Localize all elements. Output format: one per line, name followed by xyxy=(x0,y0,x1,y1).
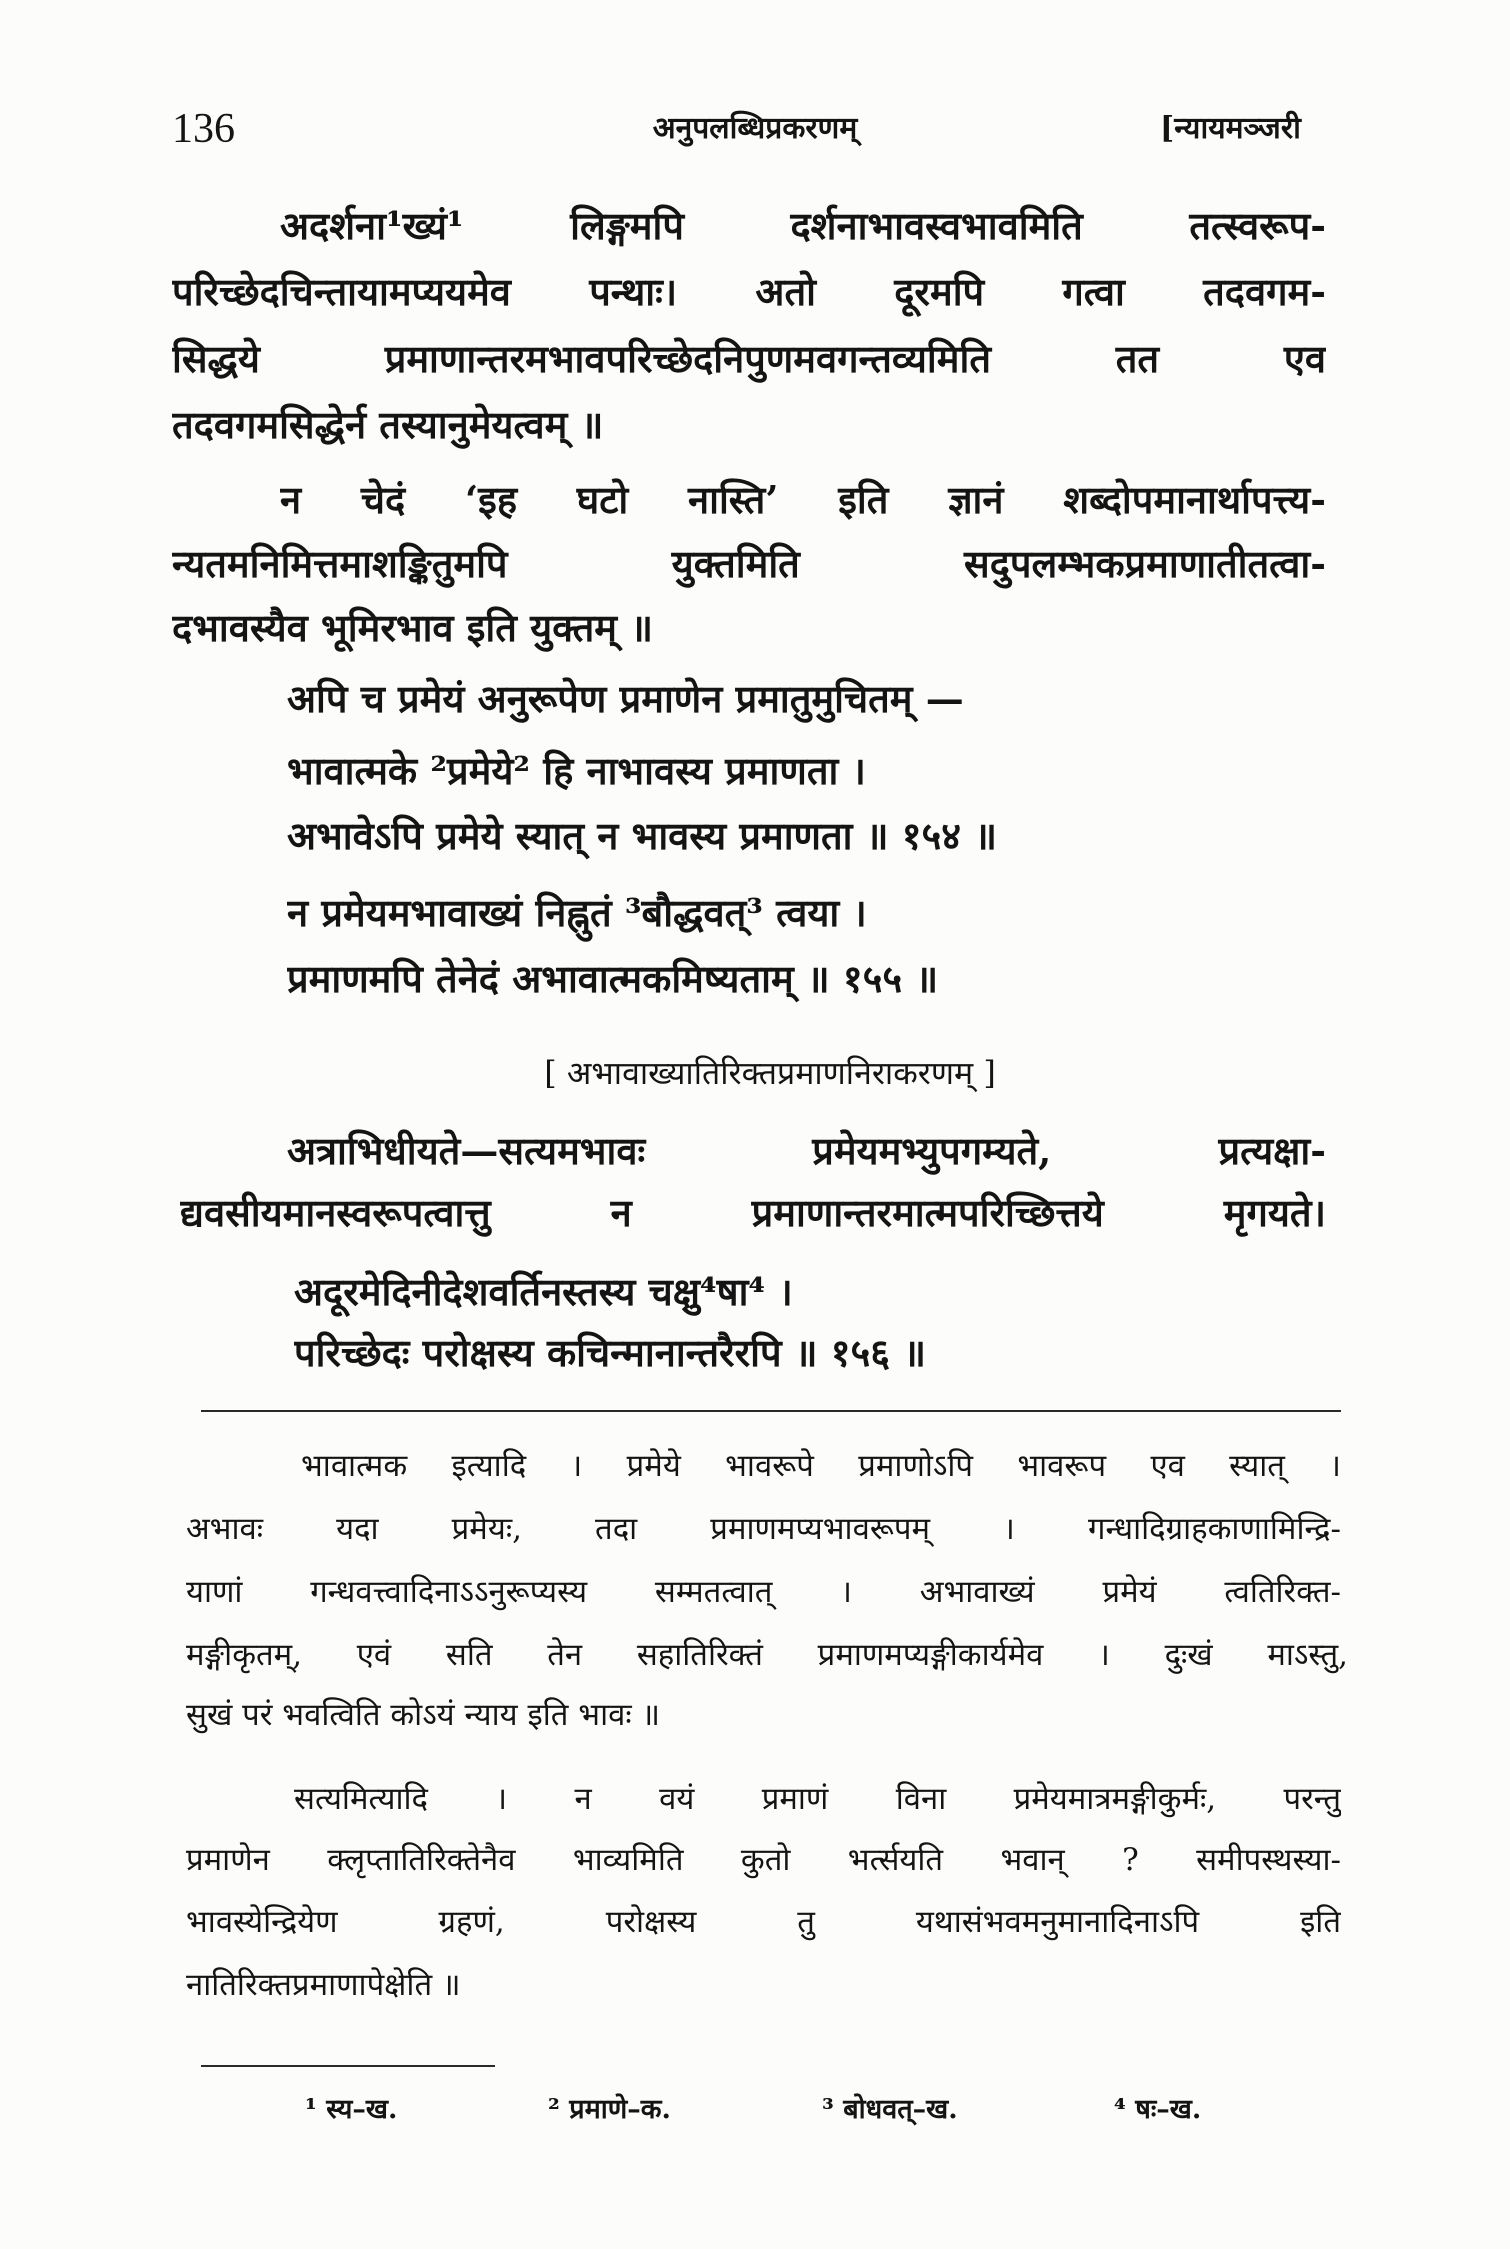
commentary-line: अभावः यदा प्रमेयः, तदा प्रमाणमप्यभावरूपम् । गन्धादिग्राहकाणामिन्द्रि- xyxy=(186,1511,1341,1547)
body-line: परिच्छेदचिन्तायामप्ययमेव पन्थाः। अतो दूरमपि गत्वा तदवगम- xyxy=(172,269,1326,314)
verse-line: परिच्छेदः परोक्षस्य कचिन्मानान्तरैरपि ॥ १५६ ॥ xyxy=(294,1330,927,1375)
verse-line: अदूरमेदिनीदेशवर्तिनस्तस्य चक्षु⁴षा⁴ । xyxy=(294,1269,793,1314)
footnote: ¹ स्य–ख. xyxy=(305,2094,398,2125)
commentary-line: भावात्मक इत्यादि । प्रमेये भावरूपे प्रमाणोऽपि भावरूप एव स्यात् । xyxy=(301,1448,1341,1484)
verse-line: अभावेऽपि प्रमेये स्यात् न भावस्य प्रमाणता ॥ १५४ ॥ xyxy=(287,813,997,858)
body-line: अपि च प्रमेयं अनुरूपेण प्रमाणेन प्रमातुमुचितम् — xyxy=(287,676,964,721)
footnote: ⁴ षः–ख. xyxy=(1114,2094,1202,2125)
commentary-line: भावस्येन्द्रियेण ग्रहणं, परोक्षस्य तु यथासंभवमनुमानादिनाऽपि इति xyxy=(186,1904,1341,1940)
body-line: अत्राभिधीयते—सत्यमभावः प्रमेयमभ्युपगम्यते, प्रत्यक्षा- xyxy=(287,1128,1326,1173)
verse-line: न प्रमेयमभावाख्यं निह्नुतं ³बौद्धवत्³ त्वया । xyxy=(287,890,867,935)
commentary-separator xyxy=(201,1410,1341,1412)
commentary-line: नातिरिक्तप्रमाणापेक्षेति ॥ xyxy=(186,1967,461,2003)
body-line: दभावस्यैव भूमिरभाव इति युक्तम् ॥ xyxy=(172,605,653,650)
footnote: ² प्रमाणे–क. xyxy=(548,2094,671,2125)
verse-line: भावात्मके ²प्रमेये² हि नाभावस्य प्रमाणता । xyxy=(287,748,866,793)
commentary-line: सत्यमित्यादि । न वयं प्रमाणं विना प्रमेयमात्रमङ्गीकुर्मः, परन्तु xyxy=(294,1781,1341,1817)
commentary-line: याणां गन्धवत्त्वादिनाऽऽनुरूप्यस्य सम्मतत्वात् । अभावाख्यं प्रमेयं त्वतिरिक्त- xyxy=(186,1574,1341,1610)
commentary-line: मङ्गीकृतम्, एवं सति तेन सहातिरिक्तं प्रमाणमप्यङ्गीकार्यमेव । दुःखं माऽस्तु, xyxy=(186,1637,1348,1673)
footnote-rule xyxy=(201,2065,495,2067)
body-line: तदवगमसिद्धेर्न तस्यानुमेयत्वम् ॥ xyxy=(172,402,604,447)
verse-line: प्रमाणमपि तेनेदं अभावात्मकमिष्यताम् ॥ १५५ ॥ xyxy=(287,956,939,1001)
running-title: अनुपलब्धिप्रकरणम् xyxy=(652,111,858,146)
section-heading: [ अभावाख्यातिरिक्तप्रमाणनिराकरणम् ] xyxy=(544,1054,996,1092)
body-line: सिद्धये प्रमाणान्तरमभावपरिच्छेदनिपुणमवगन्तव्यमिति तत एव xyxy=(172,336,1326,381)
body-line: द्यवसीयमानस्वरूपत्वात्तु न प्रमाणान्तरमात्मपरिच्छित्तये मृगयते। xyxy=(180,1190,1326,1235)
footnote: ³ बोधवत्–ख. xyxy=(822,2094,958,2125)
page-number: 136 xyxy=(172,106,235,152)
body-line: अदर्शना¹ख्यं¹ लिङ्गमपि दर्शनाभावस्वभावमिति तत्स्वरूप- xyxy=(280,203,1326,248)
commentary-line: सुखं परं भवत्विति कोऽयं न्याय इति भावः ॥ xyxy=(186,1697,661,1733)
commentary-line: प्रमाणेन क्लृप्तातिरिक्तेनैव भाव्यमिति कुतो भर्त्सयति भवान् ? समीपस्थस्या- xyxy=(186,1842,1341,1878)
book-title: [न्यायमञ्जरी xyxy=(1160,111,1301,146)
body-line: न्यतमनिमित्तमाशङ्कितुमपि युक्तमिति सदुपलम्भकप्रमाणातीतत्वा- xyxy=(172,541,1326,586)
body-line: न चेदं ‘इह घटो नास्ति’ इति ज्ञानं शब्दोपमानार्थापत्त्य- xyxy=(280,477,1326,522)
